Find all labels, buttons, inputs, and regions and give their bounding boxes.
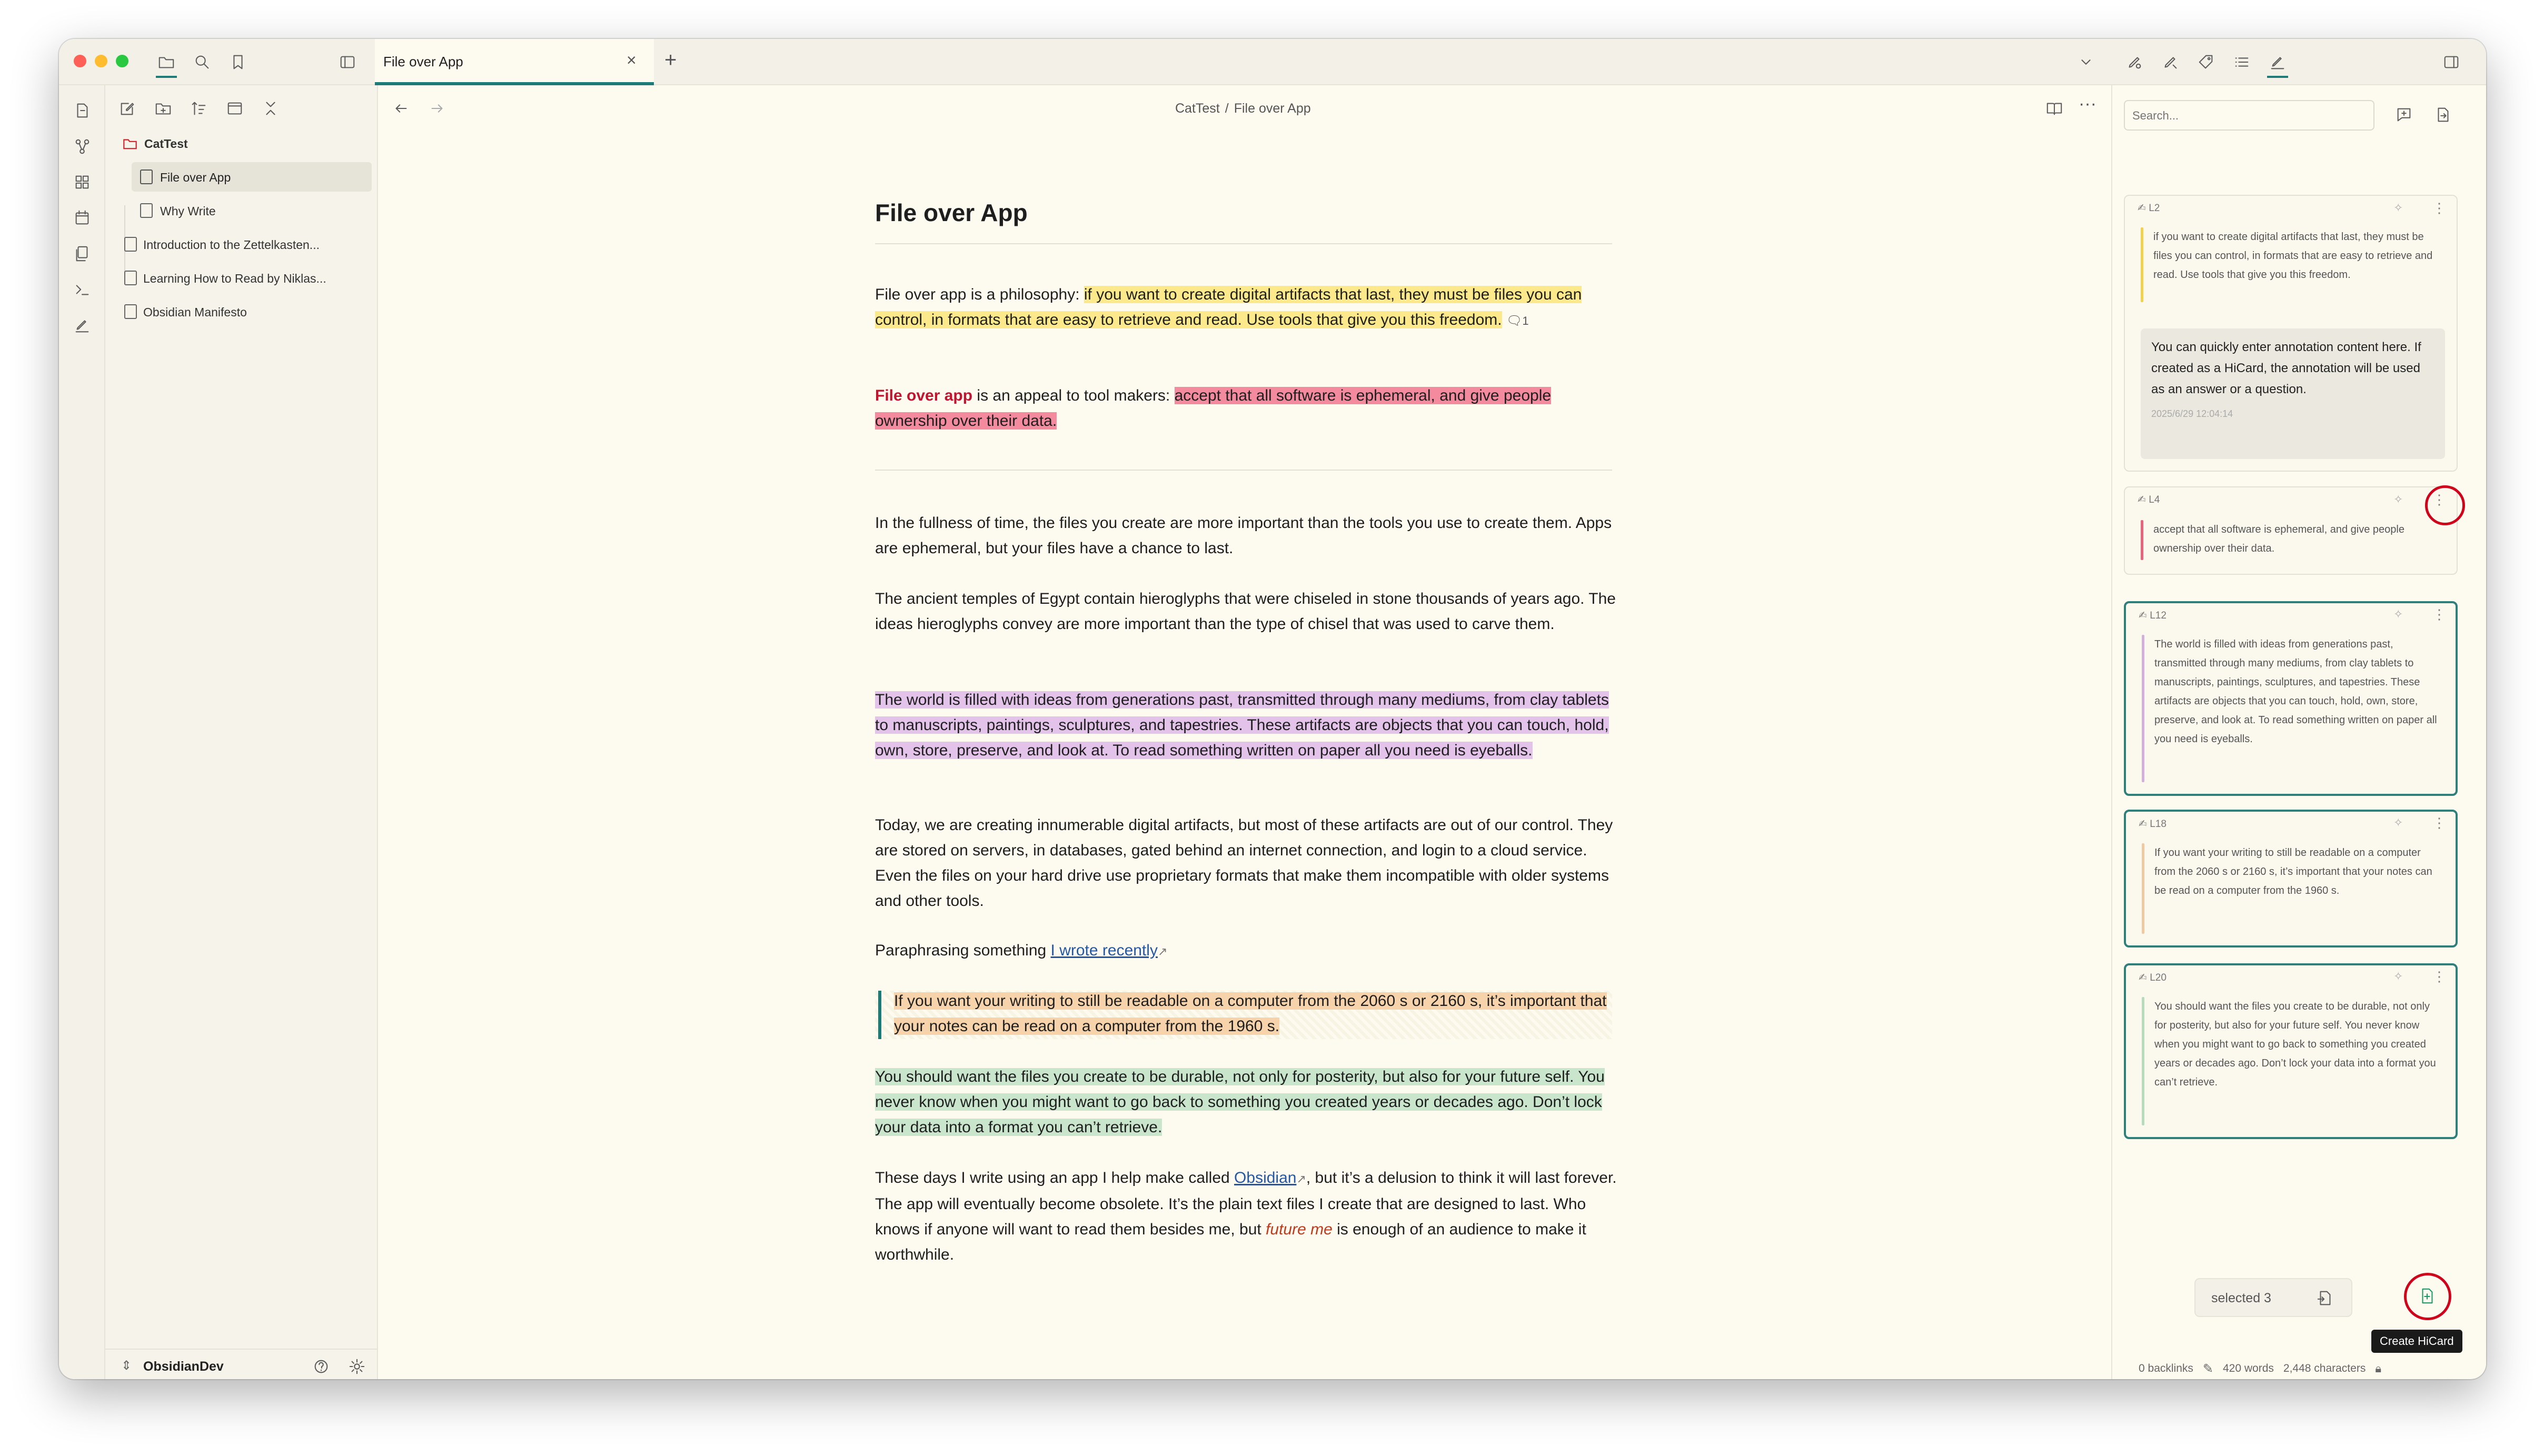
blockquote [894,989,1610,1039]
p1-prefix: File over app is a philosophy: [875,286,1084,303]
note-title: File over App [875,199,1028,226]
vault-name[interactable]: ObsidianDev [143,1359,224,1374]
comment-count: 1 [1522,314,1529,327]
link-obsidian[interactable]: Obsidian [1234,1169,1297,1186]
link-wrote-recently[interactable]: I wrote recently [1050,942,1158,959]
auto-reveal-icon[interactable] [222,96,247,121]
selected-count: selected 3 [2211,1291,2271,1305]
new-tab-button[interactable]: + [664,48,677,72]
color-bar [2141,227,2143,302]
annotation-card-l2[interactable] [2124,195,2458,472]
highlight-l18[interactable]: If you want your writing to still be readable on a computer from the 2060 s or 2160 s, it’s important that your notes can be read on a computer from the 1960 s. [894,992,1607,1035]
title-divider [875,243,1612,244]
vault-switcher-icon[interactable]: ⇕ [121,1359,132,1373]
more-options-icon[interactable]: ··· [2079,94,2096,114]
color-bar [2142,997,2144,1125]
annotation-pen-icon[interactable] [2265,49,2290,75]
paragraph-9 [875,1165,1623,1268]
annotation-card-l12[interactable] [2124,601,2458,796]
color-bar [2141,520,2143,560]
selection-bar [2194,1278,2352,1317]
sparkle-icon[interactable]: ✧ [2393,816,2403,829]
file-icon [124,304,137,319]
paragraph-1 [875,282,1623,334]
sort-icon[interactable] [186,96,212,121]
annotation-comment[interactable] [2141,328,2445,459]
p2-mid: is an appeal to tool makers: [972,387,1175,404]
app-window [59,39,2486,1379]
lock-icon[interactable]: 🔒︎ [2375,1362,2382,1375]
annotator-icon[interactable] [69,313,95,338]
comment-text: You can quickly enter annotation content here. If created as a HiCard, the annotation will be used as an answer or a question. [2151,340,2421,396]
tab-title: File over App [383,54,463,69]
sparkle-icon[interactable]: ✧ [2393,201,2403,214]
highlight-l20[interactable]: You should want the files you create to be durable, not only for posterity, but also for your future self. You never know when you might want to go back to something you created years or decades ago. Don’t lock your data into a format you can’t retrieve. [875,1068,1605,1136]
templates-icon[interactable] [69,241,95,266]
active-indicator [156,76,177,78]
list-icon[interactable] [2229,49,2254,75]
comment-icon[interactable]: 🗨︎ [1506,314,1523,328]
sparkle-icon[interactable]: ✧ [2393,607,2403,621]
highlight-l2[interactable]: if you want to create digital artifacts that last, they must be files you can control, in formats that are easy to retrieve and read. Use tools that give you this freedom. [875,286,1582,328]
edit-mode-icon[interactable]: ✎ [2202,1361,2213,1376]
file-icon [140,169,153,184]
folder-icon [122,136,138,152]
back-arrow-icon[interactable] [389,96,414,121]
color-bar [2142,843,2144,934]
pen-unlink-icon[interactable] [2158,49,2183,75]
comment-timestamp: 2025/6/29 12:04:14 [2151,408,2233,419]
ribbon [59,85,105,1379]
sparkle-icon[interactable]: ✧ [2393,970,2403,983]
annotations-panel [2111,85,2486,1379]
card-menu-icon[interactable]: ⋮ [2432,606,2446,622]
toggle-left-sidebar-icon[interactable] [335,49,360,75]
backlinks-count[interactable]: 0 backlinks [2139,1362,2193,1374]
p9-c: is enough of an audience to make it worthwhile. [875,1221,1586,1263]
close-tab-icon[interactable]: × [627,51,637,69]
add-comment-icon[interactable] [2391,102,2417,127]
minimize-window-button[interactable] [95,55,107,67]
p9-b: , but it’s a delusion to think it will last forever. The app will eventually become obsolete. It’s the plain text files I create that are designed to last. Who knows if anyone will want to read them besides me, but [875,1169,1617,1238]
toggle-right-sidebar-icon[interactable] [2439,49,2464,75]
new-folder-icon[interactable] [151,96,176,121]
card-text: The world is filled with ideas from generations past, transmitted through many mediums, from clay tablets to manuscripts, paintings, sculptures, and tapestries. These artifacts are objects that you can touch, hold, own, store, preserve, and look at. To read something written on paper all you need is eyeballs. [2154,639,2437,745]
divider [105,1349,378,1350]
paragraph-2 [875,383,1623,434]
forward-arrow-icon[interactable] [424,96,450,121]
p7-prefix: Paraphrasing something [875,942,1051,959]
file-icon [124,271,137,285]
search-input[interactable] [2132,106,2364,125]
tree-item-obsidian-manifesto[interactable]: Obsidian Manifesto [143,305,247,319]
bookmark-icon[interactable] [225,49,251,75]
card-line-label: ✍︎ L4 [2138,494,2160,505]
horizontal-rule [875,470,1612,471]
tooltip: Create HiCard [2371,1330,2462,1353]
card-line-label: ✍︎ L20 [2139,972,2167,983]
tree-item-learning-how-to-read[interactable]: Learning How to Read by Niklas... [143,272,326,285]
card-menu-icon[interactable]: ⋮ [2432,200,2446,216]
annotation-card-l20[interactable] [2124,963,2458,1139]
card-line-label: ✍︎ L12 [2139,610,2167,621]
paragraph-4: The ancient temples of Egypt contain hieroglyphs that were chiseled in stone thousands of years ago. The ideas hieroglyphs convey are more important than the type of chisel that was used to carve them. [875,590,1616,633]
folder-cattest[interactable]: CatTest [144,137,188,151]
character-count: 2,448 characters [2283,1362,2366,1374]
tab-file-over-app[interactable] [375,39,654,85]
canvas-icon[interactable] [69,169,95,195]
zoom-window-button[interactable] [116,55,128,67]
tree-item-zettelkasten[interactable]: Introduction to the Zettelkasten... [143,238,320,252]
card-text: if you want to create digital artifacts that last, they must be files you can control, in formats that are easy to retrieve and read. Use tools that give you this freedom. [2153,231,2433,281]
card-text: If you want your writing to still be readable on a computer from the 2060 s or 2160 s, it’s important that your notes can be read on a computer from the 1960 s. [2154,847,2432,896]
tag-icon[interactable] [2193,49,2219,75]
annotation-card-l18[interactable] [2124,810,2458,948]
collapse-all-icon[interactable] [258,96,283,121]
reading-view-icon[interactable] [2042,96,2067,121]
highlight-l4[interactable]: accept that all software is ephemeral, and give people ownership over their data. [875,387,1552,430]
sparkle-icon[interactable]: ✧ [2393,493,2403,506]
external-link-icon: ↗ [1296,1172,1306,1185]
calendar-icon[interactable] [69,205,95,231]
file-icon [124,237,137,252]
card-line-label: ✍︎ L18 [2139,819,2167,830]
paragraph-7 [875,938,1623,964]
chevron-down-icon[interactable] [2073,49,2099,75]
open-quick-switcher-icon[interactable] [69,98,95,123]
file-explorer-icon[interactable] [154,49,179,75]
status-bar [2139,1358,2381,1379]
highlight-ring-hicard [2404,1273,2451,1320]
annotation-card-l4[interactable] [2124,486,2458,575]
paragraph-8 [875,1064,1623,1140]
paragraph-3: In the fullness of time, the files you create are more important than the tools you use to create them. Apps are ephemeral, but your files have a chance to last. [875,514,1612,557]
tree-item-file-over-app[interactable]: File over App [160,171,231,184]
card-menu-icon[interactable]: ⋮ [2432,815,2446,831]
search-box[interactable] [2124,100,2374,131]
new-note-icon[interactable] [115,96,140,121]
card-text: accept that all software is ephemeral, and give people ownership over their data. [2153,524,2404,554]
paragraph-6: Today, we are creating innumerable digital artifacts, but most of these artifacts are out of our control. They are stored on servers, in databases, gated behind an internet connection, and login to a cloud service. Even the files on your hard drive use proprietary formats that make them incompatible with older systems and other tools. [875,816,1613,910]
pen-link-icon[interactable] [2122,49,2147,75]
settings-gear-icon[interactable] [344,1354,370,1379]
search-icon[interactable] [190,49,215,75]
tree-item-why-write[interactable]: Why Write [160,204,216,218]
external-link-icon: ↗ [1157,945,1168,958]
paragraph-5 [875,687,1623,763]
p9-em: future me [1266,1221,1333,1238]
breadcrumb [1175,101,1311,116]
export-selected-icon[interactable] [2312,1285,2338,1311]
file-icon [140,203,153,218]
p9-a: These days I write using an app I help make called [875,1169,1235,1186]
graph-view-icon[interactable] [69,134,95,159]
export-icon[interactable] [2430,102,2456,127]
breadcrumb-file[interactable]: File over App [1234,101,1311,116]
card-text: You should want the files you create to be durable, not only for posterity, but also for your future self. You never know when you might want to go back to something you created years or decades ago. Don’t lock your data into a format you can’t retrieve. [2154,1001,2436,1088]
p2-bold: File over app [875,387,973,404]
breadcrumb-vault[interactable]: CatTest [1175,101,1220,116]
file-explorer [105,85,378,1379]
card-menu-icon[interactable]: ⋮ [2432,492,2446,507]
help-icon[interactable] [309,1354,334,1379]
title-bar [59,39,2486,85]
blockquote-bar [878,991,881,1039]
card-line-label: ✍︎ L2 [2138,203,2160,214]
color-bar [2142,635,2144,782]
word-count: 420 words [2223,1362,2274,1374]
highlight-l12[interactable]: The world is filled with ideas from generations past, transmitted through many mediums, from clay tablets to manuscripts, paintings, sculptures, and tapestries. These artifacts are objects that you can touch, hold, own, store, preserve, and look at. To read something written on paper all you need is eyeballs. [875,691,1609,759]
active-indicator [2267,76,2288,78]
card-menu-icon[interactable]: ⋮ [2432,969,2446,984]
close-window-button[interactable] [74,55,86,67]
breadcrumb-separator: / [1225,101,1229,116]
terminal-icon[interactable] [69,277,95,302]
highlight-ring-menu [2425,485,2465,525]
